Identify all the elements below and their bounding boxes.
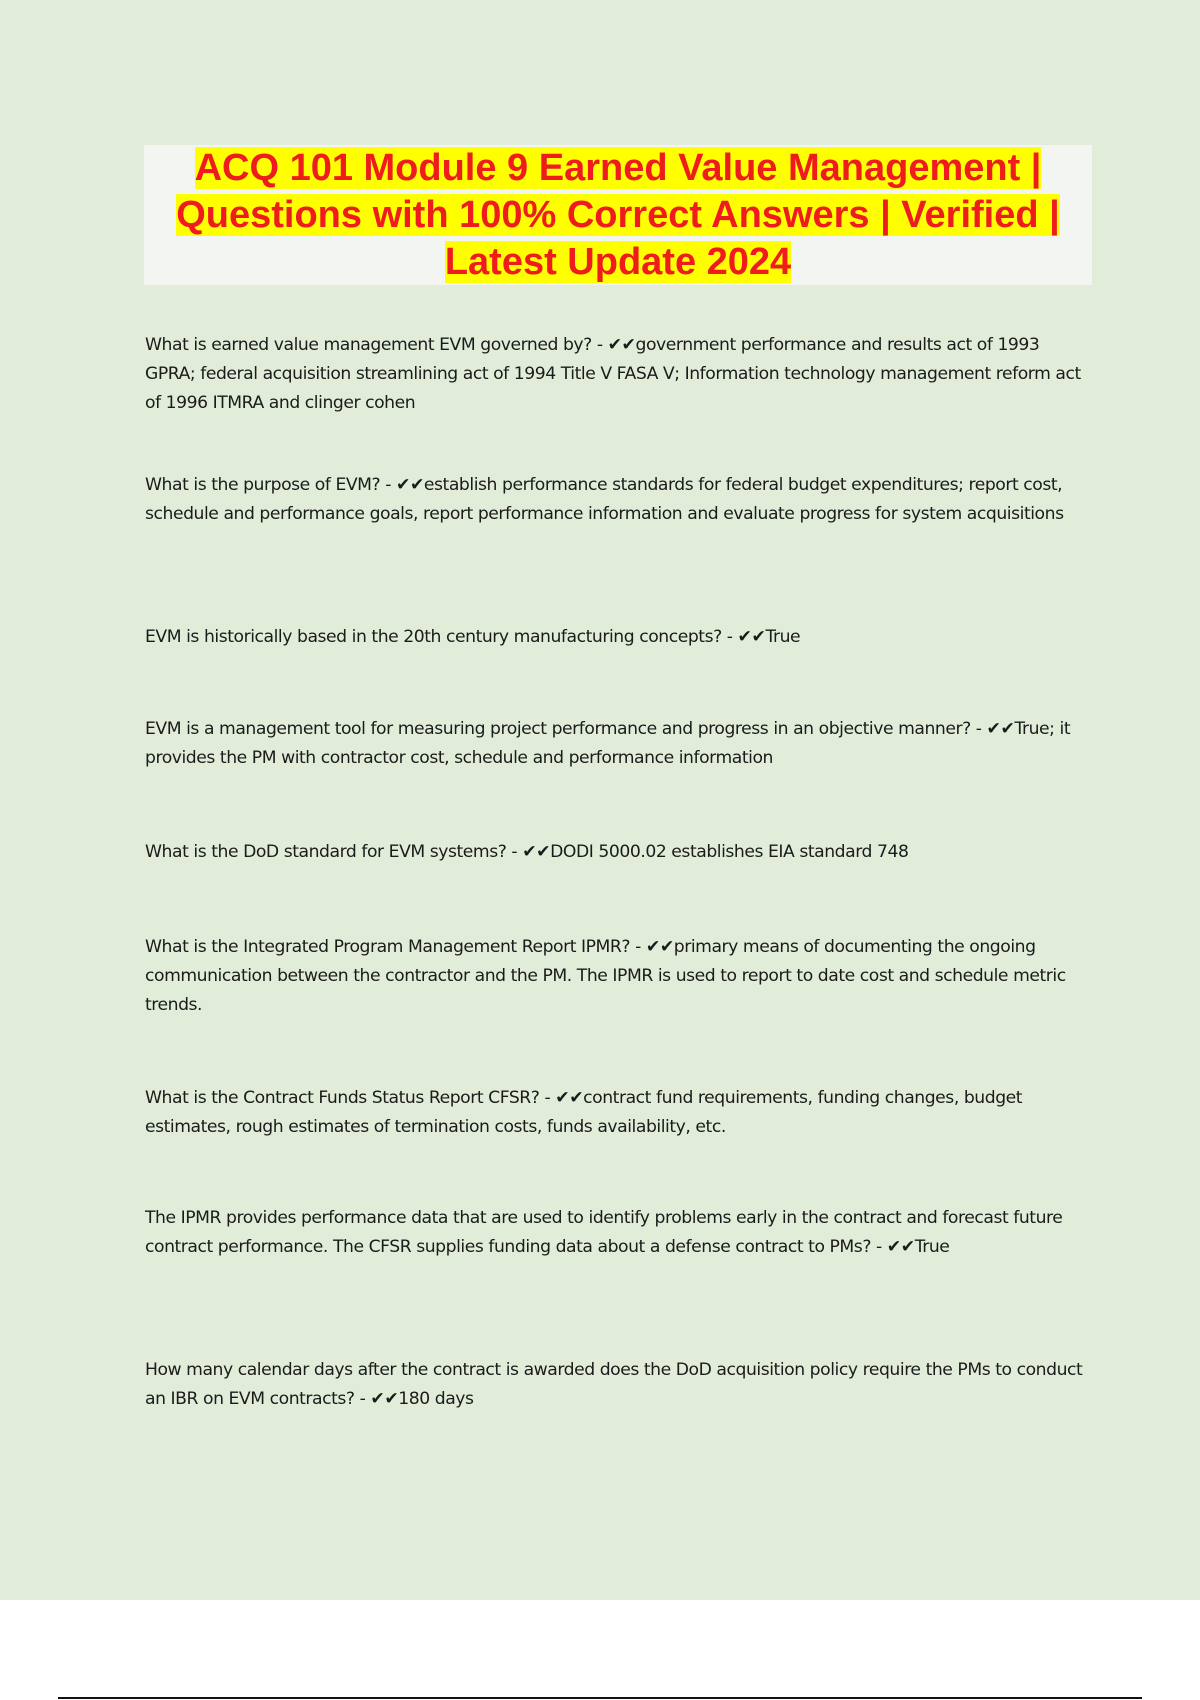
qa-item (145, 838, 1093, 933)
check-icon: ✔✔ (986, 719, 1015, 739)
check-icon: ✔✔ (737, 627, 766, 647)
page-divider (58, 1697, 1142, 1699)
qa-item (145, 715, 1093, 838)
qa-item (145, 933, 1093, 1084)
question-text: What is the Contract Funds Status Report CFSR? - (145, 1088, 556, 1108)
check-icon: ✔✔ (396, 475, 424, 495)
qa-item (145, 1204, 1093, 1356)
qa-item (145, 471, 1093, 623)
check-icon: ✔✔ (886, 1237, 915, 1257)
qa-list (145, 331, 1093, 1414)
answer-text: government performance and results act of 1993 GPRA; federal acquisition streamlining act of 1994 Title V FASA V; Information technology management reform act of 1996 ITMRA and clinger cohen (145, 335, 1081, 413)
document-title-box (144, 145, 1092, 285)
check-icon: ✔✔ (645, 937, 674, 957)
question-text: The IPMR provides performance data that are used to identify problems early in the contract and forecast future contract performance. The CFSR supplies funding data about a defense contract to PMs? - (145, 1208, 1063, 1257)
check-icon: ✔✔ (522, 842, 551, 862)
answer-text: contract fund requirements, funding changes, budget estimates, rough estimates of termination costs, funds availability, etc. (145, 1088, 1023, 1137)
qa-item (145, 331, 1093, 471)
answer-text: True (914, 1237, 950, 1257)
answer-text: 180 days (398, 1389, 474, 1409)
check-icon: ✔✔ (370, 1389, 399, 1409)
answer-text: primary means of documenting the ongoing communication between the contractor and the PM. The IPMR is used to report to date cost and schedule metric trends. (145, 937, 1066, 1015)
answer-text: DODI 5000.02 establishes EIA standard 748 (550, 842, 909, 862)
question-text: EVM is a management tool for measuring project performance and progress in an objective manner? - (145, 719, 987, 739)
answer-text: establish performance standards for federal budget expenditures; report cost, schedule and performance goals, report performance information and evaluate progress for system acquisitions (145, 475, 1064, 524)
question-text: EVM is historically based in the 20th century manufacturing concepts? - (145, 627, 738, 647)
answer-text: True (765, 627, 801, 647)
qa-item (145, 1084, 1093, 1204)
check-icon: ✔✔ (607, 335, 636, 355)
question-text: What is earned value management EVM governed by? - (145, 335, 608, 355)
qa-item (145, 623, 1093, 715)
question-text: What is the purpose of EVM? - (145, 475, 397, 495)
question-text: What is the Integrated Program Management Report IPMR? - (145, 937, 646, 957)
document-title: ACQ 101 Module 9 Earned Value Management | Questions with 100% Correct Answers | Verified | Latest Update 2024 (176, 147, 1060, 283)
question-text: How many calendar days after the contract is awarded does the DoD acquisition policy require the PMs to conduct an IBR on EVM contracts? - (145, 1360, 1083, 1409)
qa-item (145, 1356, 1093, 1414)
question-text: What is the DoD standard for EVM systems? - (145, 842, 523, 862)
answer-text: True; it provides the PM with contractor cost, schedule and performance information (145, 719, 1071, 768)
check-icon: ✔✔ (555, 1088, 584, 1108)
